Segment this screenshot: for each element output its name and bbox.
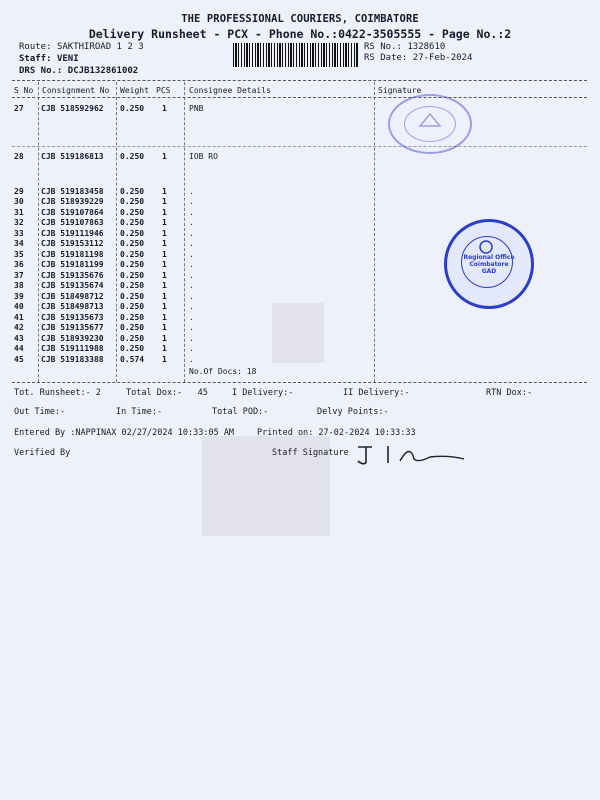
consignee-details: IOB RO: [189, 152, 218, 161]
weight: 0.250: [120, 104, 145, 113]
pieces: 1: [162, 187, 167, 196]
show-through-mark: [272, 303, 324, 363]
total-dox-value: 45: [197, 388, 208, 398]
consignee-details: .: [189, 229, 194, 238]
pieces: 1: [162, 292, 167, 301]
pieces: 1: [162, 313, 167, 322]
table-row: [0, 187, 600, 197]
weight: 0.574: [120, 355, 145, 364]
consignee-details: .: [189, 292, 194, 301]
drs-value: DCJB132861002: [67, 66, 139, 76]
consignee-details: .: [189, 313, 194, 322]
route-value: SAKTHIROAD 1 2 3: [56, 42, 144, 52]
weight: 0.250: [120, 152, 145, 161]
no-of-docs: No.Of Docs: 18: [189, 367, 257, 376]
serial-number: 43: [14, 334, 24, 343]
serial-number: 38: [14, 281, 24, 290]
weight: 0.250: [120, 229, 145, 238]
staff-signature-label: Staff Signature: [272, 448, 349, 458]
table-row: [0, 152, 600, 162]
pieces: 1: [162, 260, 167, 269]
consignment-number: CJB 519183388: [41, 355, 104, 364]
consignee-details: .: [189, 250, 194, 259]
serial-number: 34: [14, 239, 24, 248]
consignee-details: .: [189, 271, 194, 280]
pieces: 1: [162, 208, 167, 217]
consignee-details: PNB: [189, 104, 204, 113]
consignment-number: CJB 519135674: [41, 281, 104, 290]
consignment-number: CJB 519183458: [41, 187, 104, 196]
weight: 0.250: [120, 323, 145, 332]
staff-value: VENI: [56, 54, 79, 64]
serial-number: 44: [14, 344, 24, 353]
weight: 0.250: [120, 302, 145, 311]
weight: 0.250: [120, 344, 145, 353]
serial-number: 30: [14, 197, 24, 206]
weight: 0.250: [120, 271, 145, 280]
serial-number: 41: [14, 313, 24, 322]
serial-number: 37: [14, 271, 24, 280]
consignee-details: .: [189, 302, 194, 311]
consignment-number: CJB 518498713: [41, 302, 104, 311]
divider: [12, 146, 587, 147]
rs-no-line: RS No.: 1328610: [364, 42, 446, 52]
drs-line: DRS No.: DCJB132861002: [19, 66, 139, 76]
rs-date-line: RS Date: 27-Feb-2024: [364, 53, 473, 63]
entered-by: Entered By :NAPPINAX 02/27/2024 10:33:05 AM: [14, 428, 235, 438]
serial-number: 35: [14, 250, 24, 259]
pieces: 1: [162, 334, 167, 343]
pieces: 1: [162, 271, 167, 280]
serial-number: 39: [14, 292, 24, 301]
consignment-number: CJB 519135673: [41, 313, 104, 322]
consignee-details: .: [189, 208, 194, 217]
consignee-details: .: [189, 239, 194, 248]
divider: [12, 80, 587, 81]
consignment-number: CJB 519135677: [41, 323, 104, 332]
consignee-details: .: [189, 323, 194, 332]
staff-line: Staff: VENI: [19, 54, 79, 64]
table-row: [0, 355, 600, 365]
rtn-dox: RTN Dox:-: [486, 388, 533, 398]
serial-number: 27: [14, 104, 24, 113]
pieces: 1: [162, 104, 167, 113]
consignment-number: CJB 518939229: [41, 197, 104, 206]
column-header: Weight: [120, 86, 149, 95]
consignment-number: CJB 518939230: [41, 334, 104, 343]
pieces: 1: [162, 229, 167, 238]
in-time: In Time:-: [116, 407, 163, 417]
consignee-details: .: [189, 218, 194, 227]
stamp-text: Regional Office Coimbatore GAD: [463, 254, 515, 275]
table-row: [0, 208, 600, 218]
consignee-details: .: [189, 197, 194, 206]
weight: 0.250: [120, 281, 145, 290]
consignee-details: .: [189, 281, 194, 290]
column-header: S No: [14, 86, 34, 95]
weight: 0.250: [120, 218, 145, 227]
pieces: 1: [162, 355, 167, 364]
document-subtitle: Delivery Runsheet - PCX - Phone No.:0422-3505555 - Page No.:2: [88, 27, 512, 41]
column-header: Consignment No: [42, 86, 110, 95]
pieces: 1: [162, 344, 167, 353]
consignment-number: CJB 519111946: [41, 229, 104, 238]
route-line: Route: SAKTHIROAD 1 2 3: [19, 42, 144, 52]
weight: 0.250: [120, 260, 145, 269]
weight: 0.250: [120, 197, 145, 206]
column-header: Consignee Details: [189, 86, 271, 95]
consignee-details: .: [189, 344, 194, 353]
weight: 0.250: [120, 292, 145, 301]
barcode: [233, 43, 359, 67]
consignment-number: CJB 519153112: [41, 239, 104, 248]
weight: 0.250: [120, 250, 145, 259]
serial-number: 29: [14, 187, 24, 196]
table-row: [0, 334, 600, 344]
printed-on: Printed on: 27-02-2024 10:33:33: [257, 428, 416, 438]
consignment-number: CJB 519181198: [41, 250, 104, 259]
weight: 0.250: [120, 208, 145, 217]
consignment-number: CJB 519107864: [41, 208, 104, 217]
document-title: THE PROFESSIONAL COURIERS, COIMBATORE: [181, 13, 419, 25]
weight: 0.250: [120, 239, 145, 248]
ii-delivery: II Delivery:-: [343, 388, 410, 398]
pieces: 1: [162, 281, 167, 290]
faded-stamp: [388, 94, 472, 154]
pieces: 1: [162, 152, 167, 161]
bank-seal-stamp: [444, 219, 534, 309]
rs-no-value: 1328610: [407, 42, 446, 52]
consignment-number: CJB 519186813: [41, 152, 104, 161]
total-dox: Total Dox:- 45: [126, 388, 208, 398]
table-row: [0, 313, 600, 323]
verified-by: Verified By: [14, 448, 71, 458]
pieces: 1: [162, 323, 167, 332]
consignee-details: .: [189, 187, 194, 196]
serial-number: 33: [14, 229, 24, 238]
pieces: 1: [162, 218, 167, 227]
column-header: PCS: [156, 86, 171, 95]
serial-number: 31: [14, 208, 24, 217]
table-row: [0, 197, 600, 207]
consignment-number: CJB 518592962: [41, 104, 104, 113]
consignee-details: .: [189, 355, 194, 364]
delvy-points: Delvy Points:-: [317, 407, 389, 417]
pieces: 1: [162, 250, 167, 259]
i-delivery: I Delivery:-: [232, 388, 294, 398]
tot-runsheet: Tot. Runsheet:- 2: [14, 388, 101, 398]
consignee-details: .: [189, 334, 194, 343]
serial-number: 45: [14, 355, 24, 364]
consignment-number: CJB 519111988: [41, 344, 104, 353]
table-row: [0, 344, 600, 354]
pieces: 1: [162, 239, 167, 248]
handwritten-signature: [352, 441, 472, 467]
table-row: [0, 104, 600, 114]
table-row: [0, 323, 600, 333]
consignee-details: .: [189, 260, 194, 269]
out-time: Out Time:-: [14, 407, 66, 417]
divider: [12, 97, 587, 98]
consignment-number: CJB 519181199: [41, 260, 104, 269]
weight: 0.250: [120, 334, 145, 343]
serial-number: 36: [14, 260, 24, 269]
column-header: Signature: [378, 86, 422, 95]
total-pod: Total POD:-: [212, 407, 269, 417]
weight: 0.250: [120, 187, 145, 196]
consignment-number: CJB 518498712: [41, 292, 104, 301]
serial-number: 40: [14, 302, 24, 311]
consignment-number: CJB 519107863: [41, 218, 104, 227]
serial-number: 28: [14, 152, 24, 161]
serial-number: 42: [14, 323, 24, 332]
weight: 0.250: [120, 313, 145, 322]
serial-number: 32: [14, 218, 24, 227]
consignment-number: CJB 519135676: [41, 271, 104, 280]
pieces: 1: [162, 302, 167, 311]
divider: [12, 382, 587, 383]
pieces: 1: [162, 197, 167, 206]
rs-date-value: 27-Feb-2024: [412, 53, 473, 63]
